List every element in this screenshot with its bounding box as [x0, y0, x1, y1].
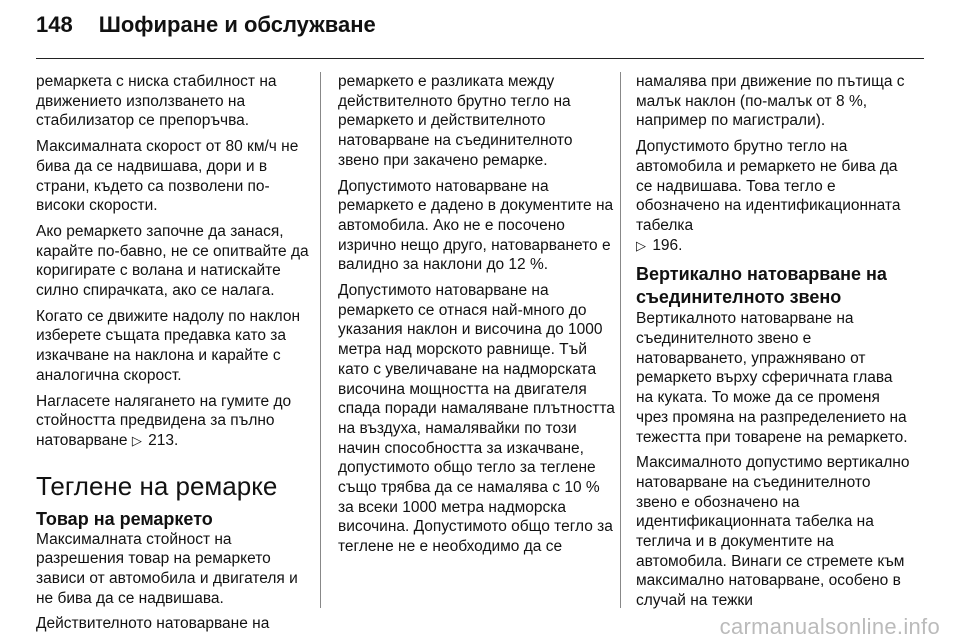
page-reference-link[interactable]: 196. — [652, 236, 683, 254]
header-rule — [36, 58, 924, 59]
paragraph: Когато се движите надолу по наклон изберете същата предавка като за изкачване на наклона и карайте с аналогична скорост. — [36, 307, 301, 384]
paragraph: намалява при движение по пътища с малък наклон (по-малък от 8 %, например по магистрали). — [636, 73, 905, 130]
column-right — [636, 72, 914, 617]
paragraph-text: Нагласете налягането на гумите до стойността предвидена за пълно натоварване — [36, 392, 292, 449]
paragraph: Ако ремаркето започне да занася, карайте по-бавно, не се опитвайте да коригирате с волана и натискайте силно спирачката, ако се налага. — [36, 222, 309, 300]
paragraph: Максималната стойност на разрешения товар на ремаркето зависи от автомобила и двигателя и не бива да се надвишава. — [36, 530, 298, 607]
column-divider — [620, 72, 621, 608]
page-header — [36, 12, 376, 50]
paragraph — [36, 392, 314, 451]
ref-arrow-icon: ▷ — [131, 432, 142, 448]
paragraph: Максималната скорост от 80 км/ч не бива да се надвишава, дори и в страни, където са позволени по-високи скорости. — [36, 138, 299, 215]
watermark: carmanualsonline.info — [719, 614, 940, 639]
paragraph: Действителното натоварване на — [36, 615, 270, 633]
subsection-heading: Вертикално натоварване на съединителното звено — [636, 264, 887, 308]
paragraph — [636, 137, 914, 255]
paragraph: ремаркето е разликата между действителното брутно тегло на ремаркето и действителното натоварване на съединителното звено при закачено ремарке. — [338, 73, 573, 169]
section-title: Шофиране и обслужване — [98, 12, 376, 37]
subsection-heading: Товар на ремаркето — [36, 508, 213, 529]
page-reference-link[interactable]: 213. — [148, 431, 179, 449]
column-middle — [338, 72, 616, 563]
paragraph: Допустимото натоварване на ремаркето е дадено в документите на автомобила. Ако не е посочено изрично нещо друго, натоварването е валидно за наклони до 12 %. — [338, 177, 614, 274]
section-heading: Теглене на ремарке — [36, 470, 278, 501]
paragraph: Максималното допустимо вертикално натоварване на съединителното звено е обозначено на идентификационната табелка на теглича и в документите на автомобила. Винаги се стремете към максимално натоварване, особено в случай на тежки — [636, 454, 910, 610]
page-number: 148 — [36, 12, 73, 37]
paragraph: ремаркета с ниска стабилност на движението използването на стабилизатор се препоръчва. — [36, 73, 277, 130]
column-left — [36, 72, 314, 640]
paragraph: Вертикалното натоварване на съединителното звено е натоварването, упражнявано от ремаркето върху сферичната глава на куката. То може да се променя чрез промяна на разпределението на тежестта при товарене на ремаркето. — [636, 310, 908, 446]
column-divider — [320, 72, 321, 608]
ref-arrow-icon: ▷ — [636, 237, 646, 253]
paragraph-text: Допустимото брутно тегло на автомобила и ремаркето не бива да се надвишава. Това тегло е обозначено на идентификационната табелка — [636, 138, 901, 234]
paragraph: Допустимото натоварване на ремаркето се отнася най-много до указания наклон и височина до 1000 метра над морското равнище. Тъй като с увеличаване на надморската височина мощността на двигателя спада поради намаляване плътността на въздуха, намалявайки по този начин способността за изкачване, допустимото общо тегло за теглене също трябва да се намалява с 10 % за всеки 1000 метра надморска височина. Допустимото общо тегло за теглене не е необходимо да се — [338, 282, 615, 556]
